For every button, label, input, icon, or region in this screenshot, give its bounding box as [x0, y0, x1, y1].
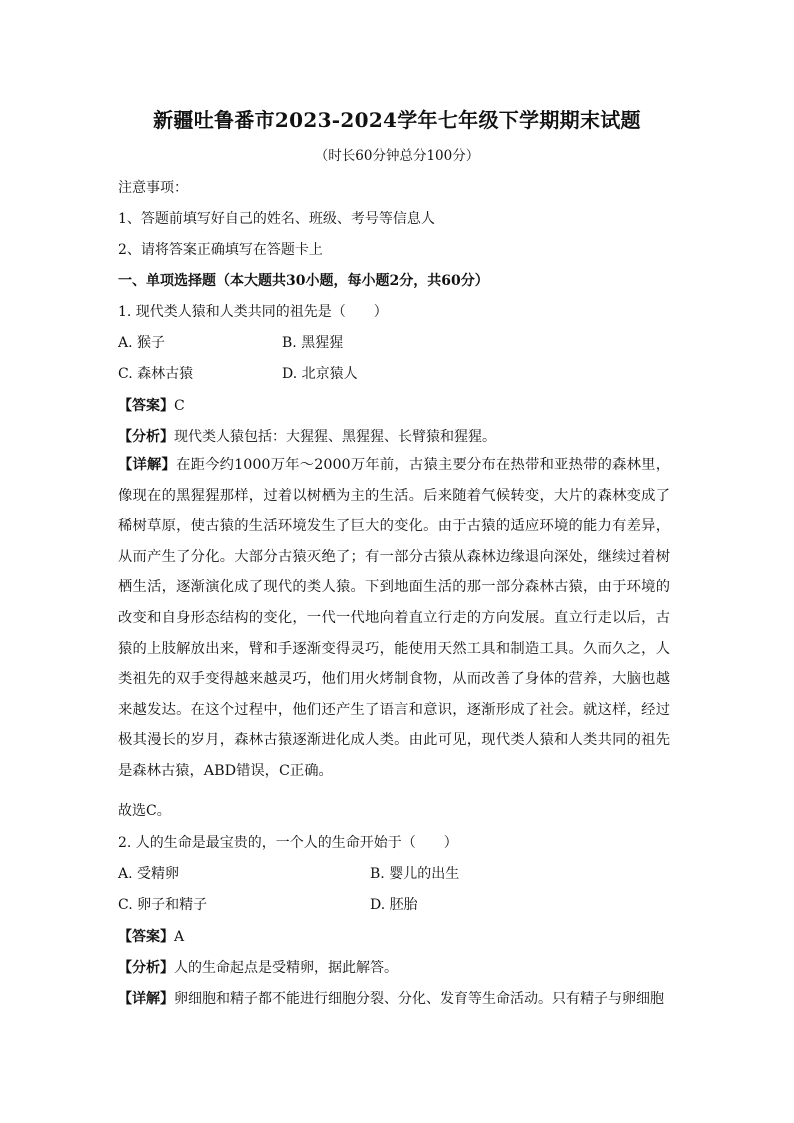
note-item-1: 1、答题前填写好自己的姓名、班级、考号等信息人	[118, 211, 435, 227]
detail-text: 卵细胞和精子都不能进行细胞分裂、分化、发育等生命活动。只有精子与卵细胞	[174, 991, 664, 1007]
exam-duration: （时长60分钟总分100分）	[314, 148, 480, 164]
question-2-answer	[118, 926, 184, 946]
question-2-detail	[118, 988, 664, 1008]
detail-label: 【详解】	[118, 457, 177, 473]
analysis-text: 人的生命起点是受精卵，据此解答。	[174, 960, 398, 976]
question-1-option-d: D. 北京猿人	[282, 366, 358, 382]
detail-label: 【详解】	[118, 991, 174, 1007]
question-1-analysis	[118, 426, 496, 446]
question-1-option-b: B. 黑猩猩	[282, 335, 344, 351]
question-2-option-a: A. 受精卵	[118, 866, 180, 882]
question-1-option-a: A. 猴子	[118, 335, 166, 351]
question-2-stem: 2. 人的生命是最宝贵的，一个人的生命开始于（ ）	[118, 835, 458, 851]
analysis-label: 【分析】	[118, 429, 174, 445]
exam-title: 新疆吐鲁番市2023-2024学年七年级下学期期末试题	[153, 108, 641, 132]
detail-text: 在距今约1000万年～2000万年前，古猿主要分布在热带和亚热带的森林里，像现在的黑猩猩那样，过着以树栖为主的生活。后来随着气候转变，大片的森林变成了稀树草原，使古猿的生活环境发生了巨大的变化。由于古猿的适应环境的能力有差异，从而产生了分化。大部分古猿灭绝了；有一部分古猿从森林边缘退向深处，继续过着树栖生活，逐渐演化成了现代的类人猿。下到地面生活的那一部分森林古猿，由于环境的改变和自身形态结构的变化，一代一代地向着直立行走的方向发展。直立行走以后，古猿的上肢解放出来，臂和手逐渐变得灵巧，能使用天然工具和制造工具。久而久之，人类祖先的双手变得越来越灵巧，他们用火烤制食物，从而改善了身体的营养，大脑也越来越发达。在这个过程中，他们还产生了语言和意识，逐渐形成了社会。就这样，经过极其漫长的岁月，森林古猿逐渐进化成人类。由此可见，现代类人猿和人类共同的祖先是森林古猿，ABD错误，C正确。	[118, 457, 670, 779]
answer-value: C	[174, 398, 185, 414]
question-1-conclusion: 故选C。	[118, 803, 171, 819]
analysis-label: 【分析】	[118, 960, 174, 976]
answer-value: A	[174, 929, 185, 945]
question-1-detail	[118, 450, 670, 787]
question-2-analysis	[118, 957, 398, 977]
section-heading: 一、单项选择题（本大题共30小题，每小题2分，共60分）	[118, 273, 489, 289]
question-1-answer	[118, 395, 185, 415]
answer-label: 【答案】	[118, 398, 174, 414]
analysis-text: 现代类人猿包括：大猩猩、黑猩猩、长臂猿和猩猩。	[174, 429, 496, 445]
answer-label: 【答案】	[118, 929, 174, 945]
question-1-option-c: C. 森林古猿	[118, 366, 194, 382]
notes-heading: 注意事项：	[118, 180, 188, 196]
question-2-option-b: B. 婴儿的出生	[370, 866, 460, 882]
question-2-option-c: C. 卵子和精子	[118, 897, 208, 913]
note-item-2: 2、请将答案正确填写在答题卡上	[118, 242, 323, 258]
question-2-option-d: D. 胚胎	[370, 897, 418, 913]
question-1-stem: 1. 现代类人猿和人类共同的祖先是（ ）	[118, 304, 388, 320]
